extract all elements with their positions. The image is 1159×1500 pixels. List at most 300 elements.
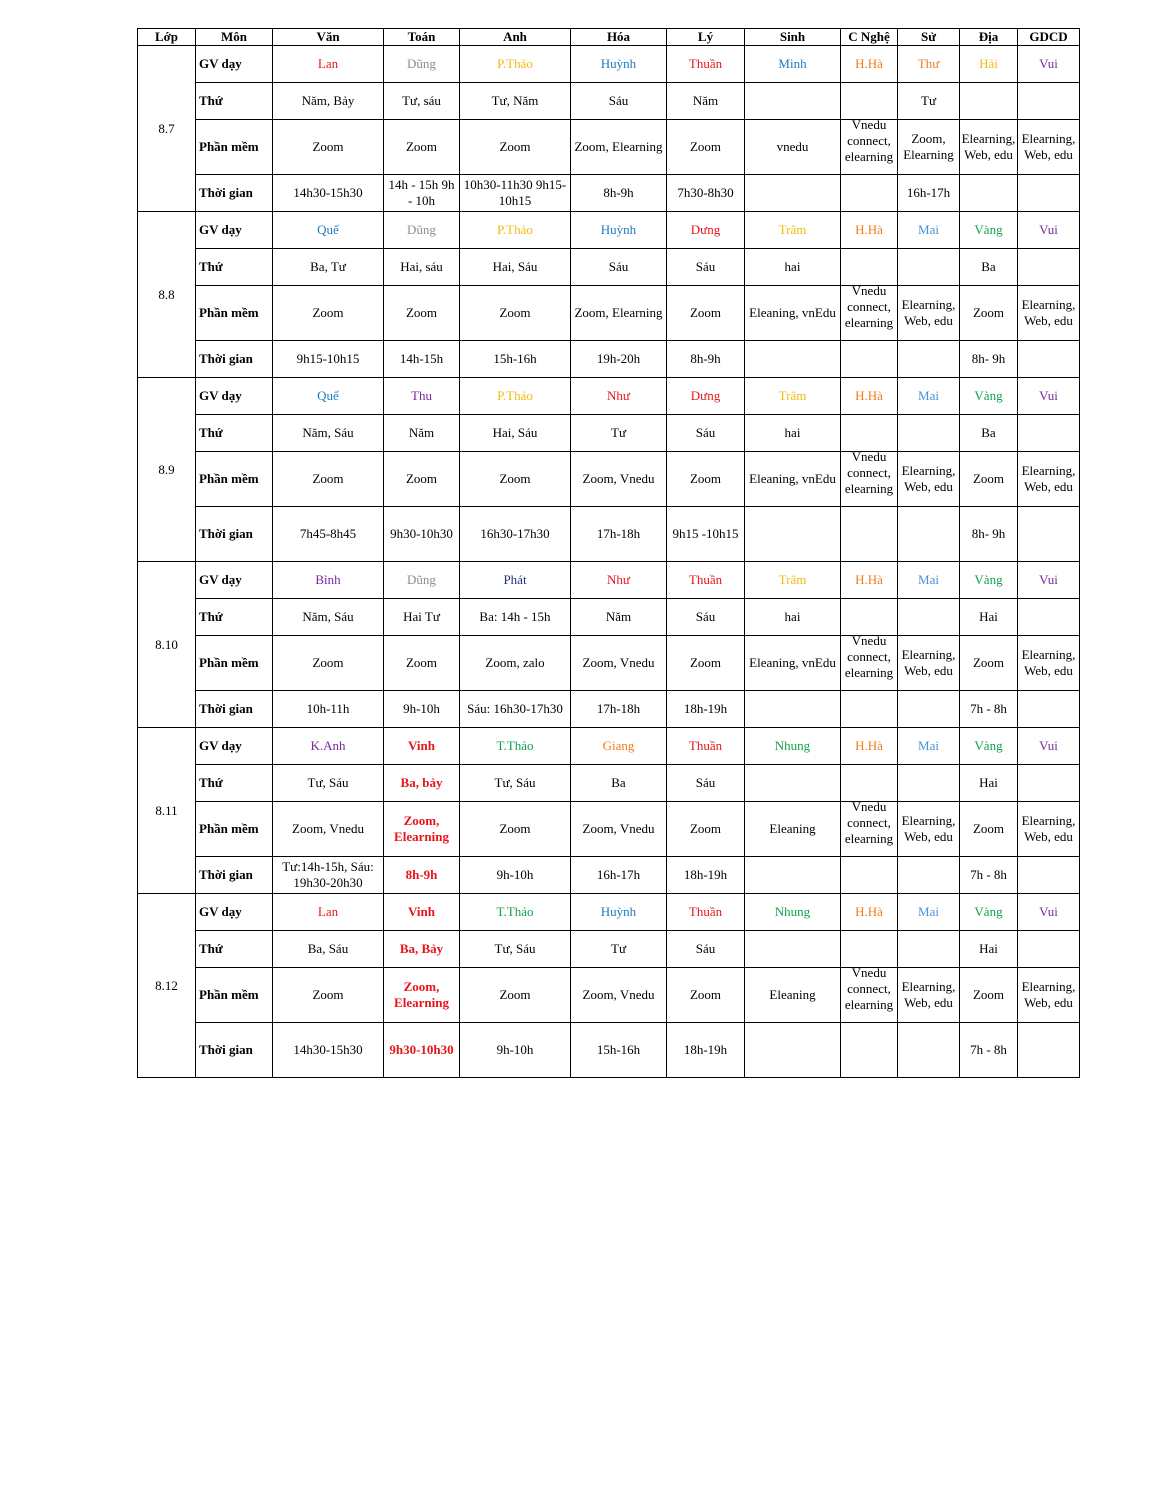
time-cell — [1018, 341, 1080, 378]
day-cell: Hai — [960, 599, 1018, 636]
time-cell — [1018, 175, 1080, 212]
time-cell — [1018, 507, 1080, 562]
schedule-body — [138, 46, 1080, 1078]
time-cell — [1018, 857, 1080, 894]
software-cell: Zoom — [460, 120, 571, 175]
day-row — [138, 415, 1080, 452]
software-cell — [841, 120, 898, 175]
day-cell: Năm, Bảy — [273, 83, 384, 120]
time-cell — [745, 1023, 841, 1078]
day-cell: Ba, Sáu — [273, 931, 384, 968]
day-cell — [1018, 599, 1080, 636]
day-cell: Hai — [960, 765, 1018, 802]
software-cell: Eleaning — [745, 968, 841, 1023]
row-label-cell: Phần mềm — [196, 120, 273, 175]
teacher-cell: T.Thảo — [460, 894, 571, 931]
time-cell: Tư:14h-15h, Sáu: 19h30-20h30 — [273, 857, 384, 894]
teacher-cell: Minh — [745, 46, 841, 83]
software-cell: Elearning, Web, edu — [1018, 968, 1080, 1023]
time-cell: 18h-19h — [667, 1023, 745, 1078]
class-name-cell: 8.11 — [138, 728, 196, 894]
software-cell: Zoom, zalo — [460, 636, 571, 691]
time-cell: Sáu: 16h30-17h30 — [460, 691, 571, 728]
row-label-cell: Thứ — [196, 599, 273, 636]
day-cell — [745, 931, 841, 968]
time-cell — [841, 507, 898, 562]
row-label-cell: Thời gian — [196, 175, 273, 212]
day-row — [138, 83, 1080, 120]
software-cell: Elearning, Web, edu — [898, 286, 960, 341]
day-cell — [1018, 931, 1080, 968]
software-cell: Zoom — [460, 802, 571, 857]
day-cell — [841, 765, 898, 802]
software-cell: Elearning, Web, edu — [1018, 452, 1080, 507]
class-name-cell: 8.12 — [138, 894, 196, 1078]
row-label-cell: Phần mềm — [196, 452, 273, 507]
software-cell: Zoom, Vnedu — [571, 636, 667, 691]
software-row — [138, 120, 1080, 175]
teacher-cell: Quế — [273, 212, 384, 249]
day-cell: Tư, Năm — [460, 83, 571, 120]
time-cell — [898, 341, 960, 378]
teacher-cell: Thư — [898, 46, 960, 83]
time-cell: 16h-17h — [898, 175, 960, 212]
software-cell: Zoom — [384, 120, 460, 175]
teacher-cell: K.Anh — [273, 728, 384, 765]
teacher-cell: Vui — [1018, 46, 1080, 83]
software-cell: Zoom, Vnedu — [273, 802, 384, 857]
teacher-cell: Dũng — [384, 212, 460, 249]
row-label-cell: GV dạy — [196, 728, 273, 765]
teacher-row — [138, 46, 1080, 83]
day-cell: Tư — [571, 931, 667, 968]
teacher-cell: Vui — [1018, 728, 1080, 765]
software-cell: Zoom — [667, 120, 745, 175]
time-cell: 7h - 8h — [960, 691, 1018, 728]
time-cell: 8h-9h — [571, 175, 667, 212]
time-row — [138, 341, 1080, 378]
software-cell: Eleaning, vnEdu — [745, 452, 841, 507]
day-cell — [898, 931, 960, 968]
software-cell: Zoom — [460, 286, 571, 341]
time-cell — [960, 175, 1018, 212]
teacher-cell: Phát — [460, 562, 571, 599]
schedule-table — [137, 28, 1080, 1078]
day-cell — [898, 415, 960, 452]
software-cell: Zoom, Vnedu — [571, 802, 667, 857]
teacher-cell: Vàng — [960, 728, 1018, 765]
time-cell: 9h15 -10h15 — [667, 507, 745, 562]
teacher-cell: Vinh — [384, 728, 460, 765]
time-cell: 9h-10h — [460, 1023, 571, 1078]
day-cell — [898, 599, 960, 636]
day-cell: Ba, Tư — [273, 249, 384, 286]
teacher-cell: Huỳnh — [571, 212, 667, 249]
time-cell: 8h-9h — [384, 857, 460, 894]
software-cell-text: Vnedu connect, elearning — [844, 451, 894, 496]
software-cell: Eleaning, vnEdu — [745, 286, 841, 341]
time-cell: 7h - 8h — [960, 1023, 1018, 1078]
software-cell: Elearning, Web, edu — [898, 968, 960, 1023]
teacher-cell: Vui — [1018, 894, 1080, 931]
day-cell — [1018, 415, 1080, 452]
time-cell: 7h45-8h45 — [273, 507, 384, 562]
header-cell: Địa — [960, 29, 1018, 46]
time-cell: 9h-10h — [460, 857, 571, 894]
time-cell: 14h30-15h30 — [273, 1023, 384, 1078]
teacher-row — [138, 378, 1080, 415]
software-cell: Zoom, Vnedu — [571, 452, 667, 507]
teacher-cell: Như — [571, 378, 667, 415]
software-cell: Zoom — [460, 452, 571, 507]
software-cell: Zoom, Elearning — [384, 802, 460, 857]
header-cell: C Nghệ — [841, 29, 898, 46]
teacher-cell: Trâm — [745, 562, 841, 599]
time-cell: 8h- 9h — [960, 507, 1018, 562]
software-row — [138, 452, 1080, 507]
time-cell — [898, 691, 960, 728]
day-cell — [1018, 249, 1080, 286]
time-cell: 7h - 8h — [960, 857, 1018, 894]
teacher-row — [138, 562, 1080, 599]
day-cell: Sáu — [667, 765, 745, 802]
software-cell: Zoom — [384, 452, 460, 507]
day-cell: Tư — [898, 83, 960, 120]
row-label-cell: GV dạy — [196, 562, 273, 599]
teacher-cell: H.Hà — [841, 562, 898, 599]
teacher-cell: Mai — [898, 378, 960, 415]
teacher-cell: Thuần — [667, 46, 745, 83]
software-cell: Elearning, Web, edu — [898, 452, 960, 507]
day-cell: Sáu — [571, 83, 667, 120]
time-cell: 9h15-10h15 — [273, 341, 384, 378]
software-cell-text: Vnedu connect, elearning — [844, 285, 894, 330]
day-cell: Sáu — [571, 249, 667, 286]
software-cell: Elearning, Web, edu — [1018, 802, 1080, 857]
software-cell: Zoom — [273, 286, 384, 341]
teacher-cell: Thu — [384, 378, 460, 415]
time-cell: 19h-20h — [571, 341, 667, 378]
day-cell: Năm — [384, 415, 460, 452]
software-cell: Elearning, Web, edu — [898, 802, 960, 857]
software-cell: Zoom — [273, 636, 384, 691]
header-cell: Lớp — [138, 29, 196, 46]
header-cell: Môn — [196, 29, 273, 46]
software-cell: Zoom, Elearning — [384, 968, 460, 1023]
teacher-cell: Huỳnh — [571, 894, 667, 931]
software-cell: Zoom — [667, 968, 745, 1023]
software-cell — [841, 968, 898, 1023]
day-cell: Tư, Sáu — [273, 765, 384, 802]
day-cell: Ba — [960, 249, 1018, 286]
day-cell: hai — [745, 249, 841, 286]
day-cell — [898, 249, 960, 286]
software-cell: Zoom — [273, 452, 384, 507]
row-label-cell: Thời gian — [196, 341, 273, 378]
teacher-cell: Dũng — [384, 46, 460, 83]
software-cell: Zoom, Elearning — [571, 286, 667, 341]
time-cell: 10h-11h — [273, 691, 384, 728]
day-cell: Năm — [667, 83, 745, 120]
time-cell: 14h-15h — [384, 341, 460, 378]
day-cell: Hai Tư — [384, 599, 460, 636]
software-cell: Zoom — [384, 286, 460, 341]
software-cell: Zoom — [960, 636, 1018, 691]
teacher-cell: H.Hà — [841, 212, 898, 249]
teacher-cell: Như — [571, 562, 667, 599]
day-cell: hai — [745, 415, 841, 452]
day-cell: Ba, Bảy — [384, 931, 460, 968]
day-cell: Hai, sáu — [384, 249, 460, 286]
software-cell-text: Vnedu connect, elearning — [844, 119, 894, 164]
day-cell — [745, 765, 841, 802]
software-cell: Zoom — [667, 452, 745, 507]
teacher-cell: Vàng — [960, 212, 1018, 249]
row-label-cell: Phần mềm — [196, 802, 273, 857]
software-row — [138, 636, 1080, 691]
time-cell — [1018, 1023, 1080, 1078]
software-cell: Elearning, Web, edu — [1018, 120, 1080, 175]
row-label-cell: Thời gian — [196, 691, 273, 728]
time-cell: 18h-19h — [667, 691, 745, 728]
software-cell: Zoom — [384, 636, 460, 691]
software-cell: Zoom — [960, 452, 1018, 507]
teacher-cell: H.Hà — [841, 728, 898, 765]
time-cell: 10h30-11h30 9h15-10h15 — [460, 175, 571, 212]
row-label-cell: Thứ — [196, 415, 273, 452]
day-cell: Tư, Sáu — [460, 931, 571, 968]
time-cell: 16h30-17h30 — [460, 507, 571, 562]
row-label-cell: Thời gian — [196, 507, 273, 562]
time-cell — [745, 175, 841, 212]
day-cell — [841, 931, 898, 968]
teacher-cell: Hải — [960, 46, 1018, 83]
time-cell: 8h-9h — [667, 341, 745, 378]
software-cell: Zoom — [460, 968, 571, 1023]
teacher-cell: Quế — [273, 378, 384, 415]
time-cell — [898, 857, 960, 894]
day-row — [138, 765, 1080, 802]
teacher-cell: H.Hà — [841, 894, 898, 931]
teacher-cell: P.Thảo — [460, 378, 571, 415]
time-cell: 9h30-10h30 — [384, 507, 460, 562]
day-cell: Ba: 14h - 15h — [460, 599, 571, 636]
time-row — [138, 691, 1080, 728]
software-cell: Elearning, Web, edu — [1018, 636, 1080, 691]
teacher-cell: P.Thảo — [460, 46, 571, 83]
day-cell — [1018, 83, 1080, 120]
teacher-cell: Mai — [898, 894, 960, 931]
row-label-cell: Thời gian — [196, 1023, 273, 1078]
time-cell — [841, 341, 898, 378]
time-cell — [841, 175, 898, 212]
row-label-cell: Phần mềm — [196, 968, 273, 1023]
teacher-cell: Nhung — [745, 728, 841, 765]
teacher-cell: Huỳnh — [571, 46, 667, 83]
day-cell — [745, 83, 841, 120]
time-cell — [898, 507, 960, 562]
software-cell: Zoom — [960, 802, 1018, 857]
day-cell: Hai, Sáu — [460, 415, 571, 452]
header-cell: GDCD — [1018, 29, 1080, 46]
day-row — [138, 931, 1080, 968]
teacher-cell: Bình — [273, 562, 384, 599]
teacher-cell: Lan — [273, 894, 384, 931]
time-cell — [841, 857, 898, 894]
time-row — [138, 1023, 1080, 1078]
teacher-cell: T.Thảo — [460, 728, 571, 765]
time-cell: 9h-10h — [384, 691, 460, 728]
teacher-cell: H.Hà — [841, 46, 898, 83]
time-cell — [745, 691, 841, 728]
day-cell: Tư, Sáu — [460, 765, 571, 802]
day-cell: Năm, Sáu — [273, 599, 384, 636]
header-cell: Toán — [384, 29, 460, 46]
day-cell: Sáu — [667, 415, 745, 452]
software-cell: Zoom — [667, 802, 745, 857]
software-cell: Zoom, Elearning — [898, 120, 960, 175]
teacher-cell: Trâm — [745, 378, 841, 415]
software-cell-text: Vnedu connect, elearning — [844, 635, 894, 680]
teacher-row — [138, 212, 1080, 249]
day-row — [138, 249, 1080, 286]
day-cell — [841, 249, 898, 286]
time-cell — [1018, 691, 1080, 728]
time-cell — [898, 1023, 960, 1078]
row-label-cell: GV dạy — [196, 46, 273, 83]
teacher-cell: Thuần — [667, 562, 745, 599]
row-label-cell: Thời gian — [196, 857, 273, 894]
software-cell — [841, 452, 898, 507]
day-cell: Ba — [960, 415, 1018, 452]
teacher-cell: Dưng — [667, 212, 745, 249]
software-cell: Eleaning, vnEdu — [745, 636, 841, 691]
time-cell: 16h-17h — [571, 857, 667, 894]
teacher-cell: Vàng — [960, 894, 1018, 931]
day-cell — [841, 415, 898, 452]
software-row — [138, 286, 1080, 341]
software-row — [138, 802, 1080, 857]
teacher-cell: Vàng — [960, 378, 1018, 415]
row-label-cell: GV dạy — [196, 894, 273, 931]
software-cell: Zoom — [960, 286, 1018, 341]
software-cell: Eleaning — [745, 802, 841, 857]
day-cell — [898, 765, 960, 802]
class-name-cell: 8.10 — [138, 562, 196, 728]
time-cell: 15h-16h — [571, 1023, 667, 1078]
teacher-cell: Mai — [898, 728, 960, 765]
time-cell — [745, 857, 841, 894]
software-cell: Zoom, Vnedu — [571, 968, 667, 1023]
day-cell: hai — [745, 599, 841, 636]
header-cell: Lý — [667, 29, 745, 46]
software-cell: Zoom — [667, 286, 745, 341]
day-cell: Năm — [571, 599, 667, 636]
row-label-cell: Thứ — [196, 83, 273, 120]
day-cell: Tư — [571, 415, 667, 452]
time-cell — [841, 1023, 898, 1078]
time-cell: 17h-18h — [571, 507, 667, 562]
teacher-cell: Mai — [898, 562, 960, 599]
teacher-cell: H.Hà — [841, 378, 898, 415]
software-cell: Zoom — [667, 636, 745, 691]
time-row — [138, 507, 1080, 562]
time-cell — [745, 341, 841, 378]
header-cell: Văn — [273, 29, 384, 46]
software-cell: Elearning, Web, edu — [960, 120, 1018, 175]
teacher-cell: Thuần — [667, 728, 745, 765]
row-label-cell: Phần mềm — [196, 286, 273, 341]
software-cell-text: Vnedu connect, elearning — [844, 967, 894, 1012]
day-cell: Hai, Sáu — [460, 249, 571, 286]
teacher-cell: Vui — [1018, 378, 1080, 415]
software-cell-text: Vnedu connect, elearning — [844, 801, 894, 846]
row-label-cell: Thứ — [196, 931, 273, 968]
software-cell: Zoom — [273, 120, 384, 175]
time-cell: 7h30-8h30 — [667, 175, 745, 212]
time-cell — [841, 691, 898, 728]
teacher-cell: Thuần — [667, 894, 745, 931]
row-label-cell: GV dạy — [196, 378, 273, 415]
teacher-cell: Vinh — [384, 894, 460, 931]
teacher-cell: Mai — [898, 212, 960, 249]
teacher-cell: Trâm — [745, 212, 841, 249]
teacher-cell: Dũng — [384, 562, 460, 599]
day-cell — [841, 83, 898, 120]
day-cell: Sáu — [667, 931, 745, 968]
header-cell: Anh — [460, 29, 571, 46]
time-cell: 8h- 9h — [960, 341, 1018, 378]
software-cell: vnedu — [745, 120, 841, 175]
software-cell: Zoom — [273, 968, 384, 1023]
day-cell — [960, 83, 1018, 120]
teacher-cell: Dưng — [667, 378, 745, 415]
time-row — [138, 857, 1080, 894]
teacher-cell: P.Thảo — [460, 212, 571, 249]
time-cell: 18h-19h — [667, 857, 745, 894]
software-cell: Zoom, Elearning — [571, 120, 667, 175]
row-label-cell: Thứ — [196, 765, 273, 802]
time-cell: 14h30-15h30 — [273, 175, 384, 212]
day-row — [138, 599, 1080, 636]
teacher-cell: Vàng — [960, 562, 1018, 599]
teacher-cell: Nhung — [745, 894, 841, 931]
software-cell — [841, 802, 898, 857]
day-cell — [841, 599, 898, 636]
row-label-cell: Phần mềm — [196, 636, 273, 691]
day-cell: Ba — [571, 765, 667, 802]
day-cell: Ba, bảy — [384, 765, 460, 802]
software-row — [138, 968, 1080, 1023]
time-cell — [745, 507, 841, 562]
header-cell: Hóa — [571, 29, 667, 46]
class-name-cell: 8.7 — [138, 46, 196, 212]
software-cell: Elearning, Web, edu — [1018, 286, 1080, 341]
day-cell: Năm, Sáu — [273, 415, 384, 452]
software-cell: Zoom — [960, 968, 1018, 1023]
header-cell: Sinh — [745, 29, 841, 46]
class-name-cell: 8.9 — [138, 378, 196, 562]
row-label-cell: Thứ — [196, 249, 273, 286]
header-row — [138, 29, 1080, 46]
day-cell: Tư, sáu — [384, 83, 460, 120]
software-cell — [841, 636, 898, 691]
time-cell: 17h-18h — [571, 691, 667, 728]
class-name-cell: 8.8 — [138, 212, 196, 378]
day-cell — [1018, 765, 1080, 802]
time-cell: 15h-16h — [460, 341, 571, 378]
row-label-cell: GV dạy — [196, 212, 273, 249]
